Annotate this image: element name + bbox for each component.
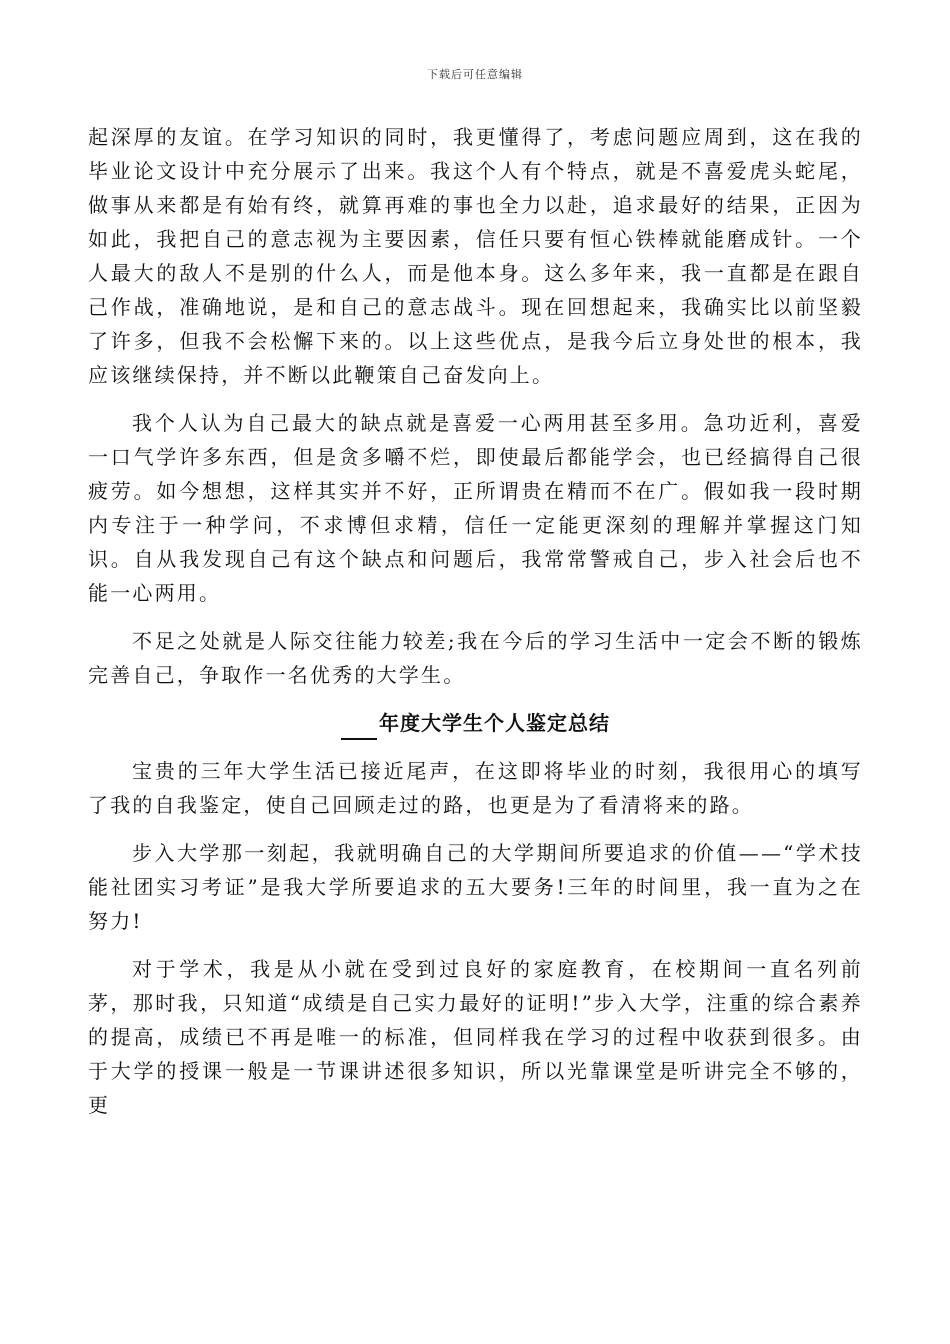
section-title [88, 706, 863, 740]
paragraph-weaknesses: 我个人认为自己最大的缺点就是喜爱一心两用甚至多用。急功近利，喜爱一口气学许多东西，但是贪多嚼不烂，即使最后都能学会，也已经搞得自己很疲劳。如今想想，这样其实并不好，正所谓贵在精而不在广。假如我一段时期内专注于一种学问，不求博但求精，信任一定能更深刻的理解并掌握这门知识。自从我发现自己有这个缺点和问题后，我常常警戒自己，步入社会后也不能一心两用。 [88, 411, 863, 605]
section-title-text: 年度大学生个人鉴定总结 [379, 711, 610, 735]
page-header-note: 下载后可任意编辑 [427, 68, 523, 81]
paragraph-shortcomings: 不足之处就是人际交往能力较差;我在今后的学习生活中一定会不断的锻炼完善自己，争取作一名优秀的大学生。 [88, 629, 863, 687]
paragraph-intro: 宝贵的三年大学生活已接近尾声，在这即将毕业的时刻，我很用心的填写了我的自我鉴定，使自己回顾走过的路，也更是为了看清将来的路。 [88, 759, 863, 817]
paragraph-academics: 对于学术，我是从小就在受到过良好的家庭教育，在校期间一直名列前茅，那时我，只知道“成绩是自己实力最好的证明!”步入大学，注重的综合素养的提高，成绩已不再是唯一的标准，但同样我在学习的过程中收获到很多。由于大学的授课一般是一节课讲述很多知识，所以光靠课堂是听讲完全不够的，更 [88, 957, 863, 1117]
document-body [88, 120, 863, 1122]
paragraph-goals: 步入大学那一刻起，我就明确自己的大学期间所要追求的价值——“学术技能社团实习考证”是我大学所要追求的五大要务!三年的时间里，我一直为之在努力! [88, 841, 863, 933]
paragraph-strengths: 起深厚的友谊。在学习知识的同时，我更懂得了，考虑问题应周到，这在我的毕业论文设计中充分展示了出来。我这个人有个特点，就是不喜爱虎头蛇尾，做事从来都是有始有终，就算再难的事也全力以赴，追求最好的结果，正因为如此，我把自己的意志视为主要因素，信任只要有恒心铁棒就能磨成针。一个人最大的敌人不是别的什么人，而是他本身。这么多年来，我一直都是在跟自己作战，准确地说，是和自己的意志战斗。现在回想起来，我确实比以前坚毅了许多，但我不会松懈下来的。以上这些优点，是我今后立身处世的根本，我应该继续保持，并不断以此鞭策自己奋发向上。 [88, 125, 863, 387]
year-blank-line [341, 716, 377, 740]
